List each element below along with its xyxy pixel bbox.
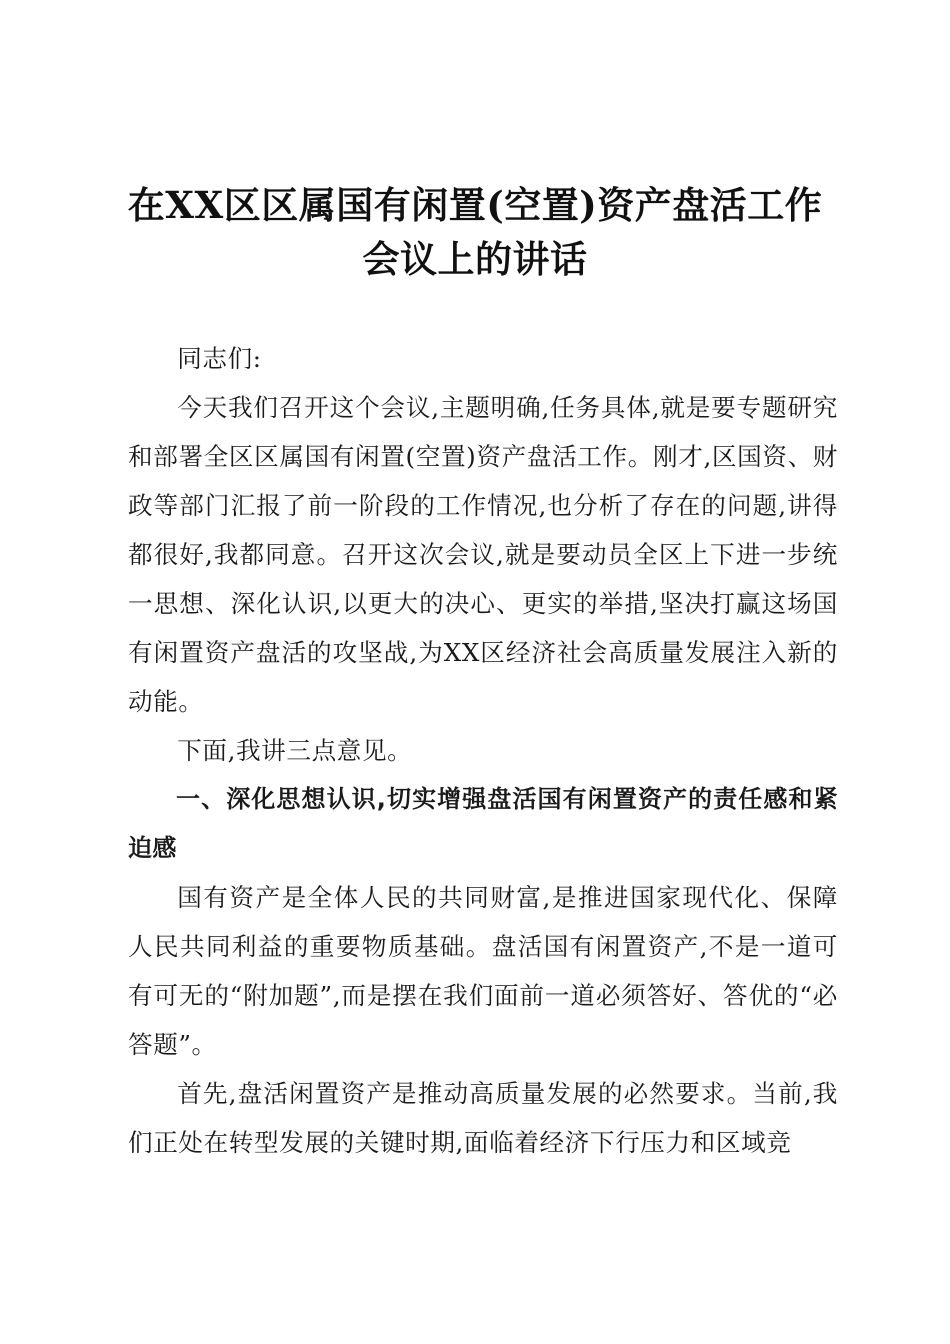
paragraph-section1-2: 首先,盘活闲置资产是推动高质量发展的必然要求。当前,我们正处在转型发展的关键时期,面临着经济下行压力和区域竞 <box>128 1079 838 1157</box>
salutation: 同志们: <box>177 344 262 373</box>
section-heading-1: 一、深化思想认识,切实增强盘活国有闲置资产的责任感和紧迫感 <box>128 785 838 862</box>
paragraph-section1-1: 国有资产是全体人民的共同财富,是推进国家现代化、保障人民共同利益的重要物质基础。盘活国有闲置资产,不是一道可有可无的“附加题”,而是摆在我们面前一道必须答好、答优的“必答题”。 <box>128 883 838 1059</box>
paragraph-intro: 今天我们召开这个会议,主题明确,任务具体,就是要专题研究和部署全区区属国有闲置(空置)资产盘活工作。刚才,区国资、财政等部门汇报了前一阶段的工作情况,也分析了存在的问题,讲得都很好,我都同意。召开这次会议,就是要动员全区上下进一步统一思想、深化认识,以更大的决心、更实的举措,坚决打赢这场国有闲置资产盘活的攻坚战,为XX区经济社会高质量发展注入新的动能。 <box>128 393 838 716</box>
document-body <box>128 334 838 1167</box>
document-title: 在XX区区属国有闲置(空置)资产盘活工作会议上的讲话 <box>127 183 823 281</box>
paragraph-outline: 下面,我讲三点意见。 <box>177 736 413 765</box>
